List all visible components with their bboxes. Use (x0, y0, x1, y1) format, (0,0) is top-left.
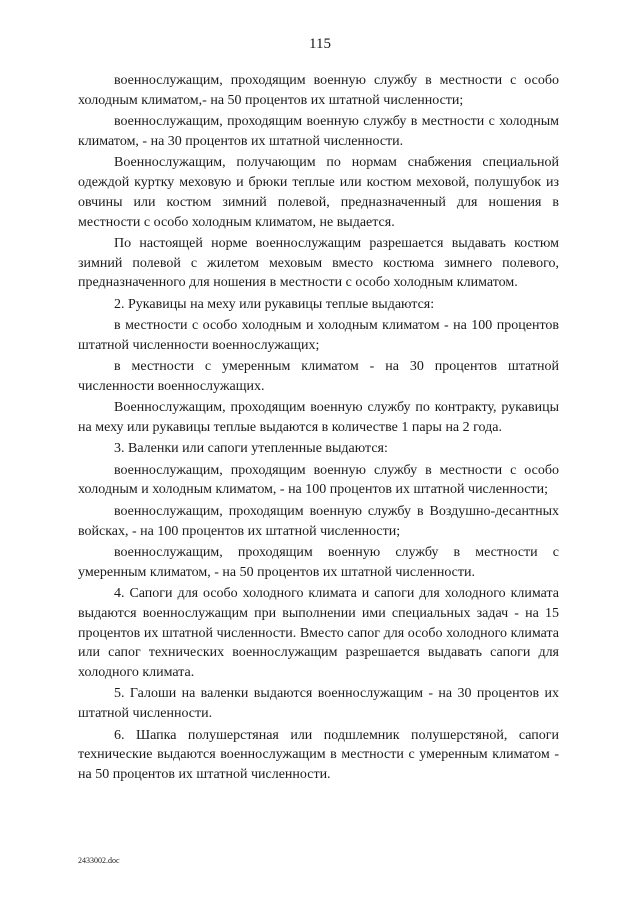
paragraph: 5. Галоши на валенки выдаются военнослужащим - на 30 процентов их штатной численности. (78, 686, 559, 722)
paragraph: военнослужащим, проходящим военную службу в Воздушно-десантных войсках, - на 100 процентов их штатной численности; (78, 503, 559, 539)
document-file-code: 2433002.doc (78, 856, 120, 865)
paragraph: 4. Сапоги для особо холодного климата и сапоги для холодного климата выдаются военнослужащим при выполнении ими специальных задач - на 15 процентов их штатной численности. Вместо сапог для особо холодного климата или сапог технических военнослужащим разрешается выдавать сапоги для холодного климата. (78, 585, 559, 681)
paragraph: По настоящей норме военнослужащим разрешается выдавать костюм зимний полевой с жилетом меховым вместо костюма зимнего полевого, предназначенного для ношения в местности с особо холодным климатом. (78, 235, 559, 291)
paragraph: военнослужащим, проходящим военную службу в местности с особо холодным климатом,- на 50 процентов их штатной численности; (78, 73, 559, 108)
paragraph: Военнослужащим, получающим по нормам снабжения специальной одеждой куртку меховую и брюки теплые или костюм меховой, полушубок из овчины или костюм зимний полевой, предназначенный для ношения в местности с особо холодным климатом, не выдается. (78, 155, 559, 230)
paragraph: военнослужащим, проходящим военную службу в местности с холодным климатом, - на 30 процентов их штатной численности. (78, 114, 559, 149)
paragraph: военнослужащим, проходящим военную службу в местности с умеренным климатом, - на 50 процентов их штатной численности. (78, 544, 559, 580)
section-heading: 3. Валенки или сапоги утепленные выдаются: (114, 441, 388, 457)
paragraph: в местности с умеренным климатом - на 30 процентов штатной численности военнослужащих. (78, 359, 559, 394)
page-number: 115 (309, 36, 331, 52)
section-heading: 2. Рукавицы на меху или рукавицы теплые выдаются: (114, 296, 435, 312)
paragraph: Военнослужащим, проходящим военную службу по контракту, рукавицы на меху или рукавицы теплые выдаются в количестве 1 пары на 2 года. (78, 400, 559, 436)
paragraph: в местности с особо холодным и холодным климатом - на 100 процентов штатной численности военнослужащих; (78, 318, 559, 353)
paragraph: 6. Шапка полушерстяная или подшлемник полушерстяной, сапоги технические выдаются военнослужащим в местности с умеренным климатом - на 50 процентов их штатной численности. (78, 727, 559, 783)
paragraph: военнослужащим, проходящим военную службу в местности с особо холодным и холодным климатом, - на 100 процентов их штатной численности; (78, 462, 559, 498)
document-body (78, 71, 559, 786)
